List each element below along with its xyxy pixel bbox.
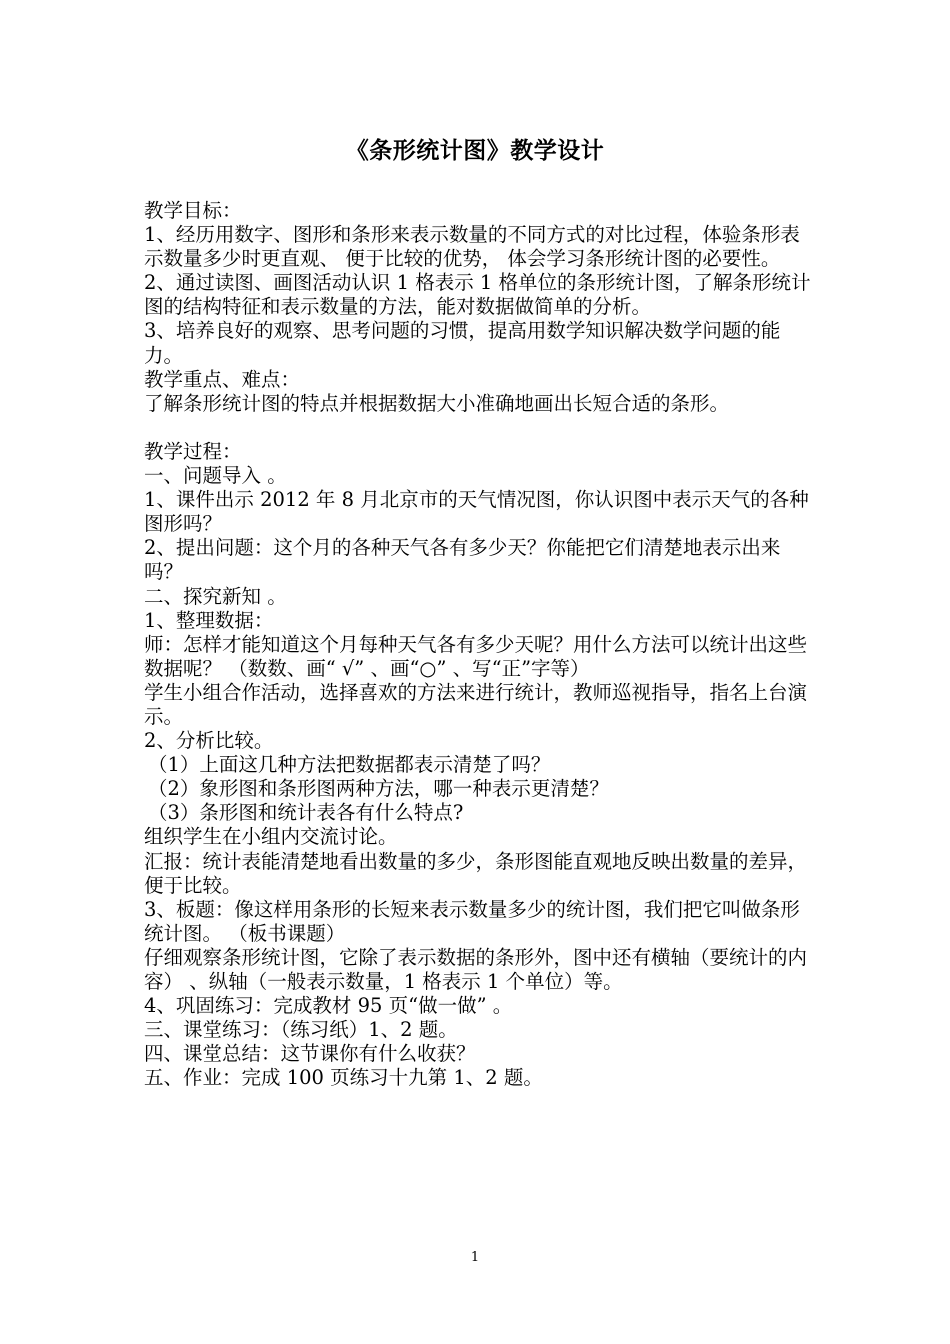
process-part-2-item-3: 3、板题：像这样用条形的长短来表示数量多少的统计图，我们把它叫做条形统计图。 （板书课题）	[144, 897, 800, 945]
section-heading-process: 教学过程：	[144, 439, 242, 463]
process-part-5: 五、作业：完成 100 页练习十九第 1、2 题。	[144, 1066, 543, 1090]
section-heading-key-points: 教学重点、难点：	[144, 367, 301, 391]
process-part-2-item-2: 2、分析比较。	[144, 729, 274, 753]
analysis-question-3: （3）条形图和统计表各有什么特点?	[148, 801, 464, 825]
chart-observation: 仔细观察条形统计图，它除了表示数据的条形外，图中还有横轴（要统计的内容） 、纵轴（一般表示数量，1 格表示 1 个单位）等。	[144, 945, 808, 993]
process-part-3: 三、课堂练习：（练习纸）1、2 题。	[144, 1018, 458, 1042]
teacher-question: 师：怎样才能知道这个月每种天气各有多少天呢？用什么方法可以统计出这些数据呢？ （数数、画“ √” 、画“○” 、写“正”字等）	[144, 632, 808, 680]
key-points-text: 了解条形统计图的特点并根据数据大小准确地画出长短合适的条形。	[144, 391, 730, 415]
objective-item-1: 1、经历用数字、图形和条形来表示数量的不同方式的对比过程，体验条形表示数量多少时更直观、 便于比较的优势， 体会学习条形统计图的必要性。	[144, 223, 800, 271]
page-number: 1	[470, 1250, 480, 1265]
student-activity: 学生小组合作活动，选择喜欢的方法来进行统计，教师巡视指导，指名上台演示。	[144, 680, 808, 728]
process-part-1-item-2: 2、提出问题：这个月的各种天气各有多少天？你能把它们清楚地表示出来吗？	[144, 536, 781, 584]
analysis-question-1: （1）上面这几种方法把数据都表示清楚了吗？	[148, 753, 551, 777]
objective-item-3: 3、培养良好的观察、思考问题的习惯，提高用数学知识解决数学问题的能力。	[144, 319, 781, 367]
report-text: 汇报：统计表能清楚地看出数量的多少，条形图能直观地反映出数量的差异，便于比较。	[144, 849, 808, 897]
process-part-2-heading: 二、探究新知 。	[144, 584, 287, 608]
process-part-1-heading: 一、问题导入 。	[144, 464, 287, 488]
process-part-2-item-4: 4、巩固练习：完成教材 95 页“做一做” 。	[144, 994, 513, 1018]
section-heading-objectives: 教学目标：	[144, 199, 242, 222]
document-title: 《条形统计图》教学设计	[345, 137, 605, 164]
paragraph-gap	[144, 416, 812, 440]
document-body	[144, 199, 812, 1090]
objective-item-2: 2、通过读图、画图活动认识 1 格表示 1 格单位的条形统计图，了解条形统计图的结构特征和表示数量的方法，能对数据做简单的分析。	[144, 271, 811, 319]
analysis-question-2: （2）象形图和条形图两种方法，哪一种表示更清楚？	[148, 777, 609, 801]
process-part-2-item-1: 1、整理数据：	[144, 608, 274, 632]
group-discussion: 组织学生在小组内交流讨论。	[144, 825, 398, 849]
process-part-4: 四、课堂总结：这节课你有什么收获？	[144, 1042, 476, 1066]
process-part-1-item-1: 1、课件出示 2012 年 8 月北京市的天气情况图，你认识图中表示天气的各种图形吗？	[144, 488, 809, 536]
